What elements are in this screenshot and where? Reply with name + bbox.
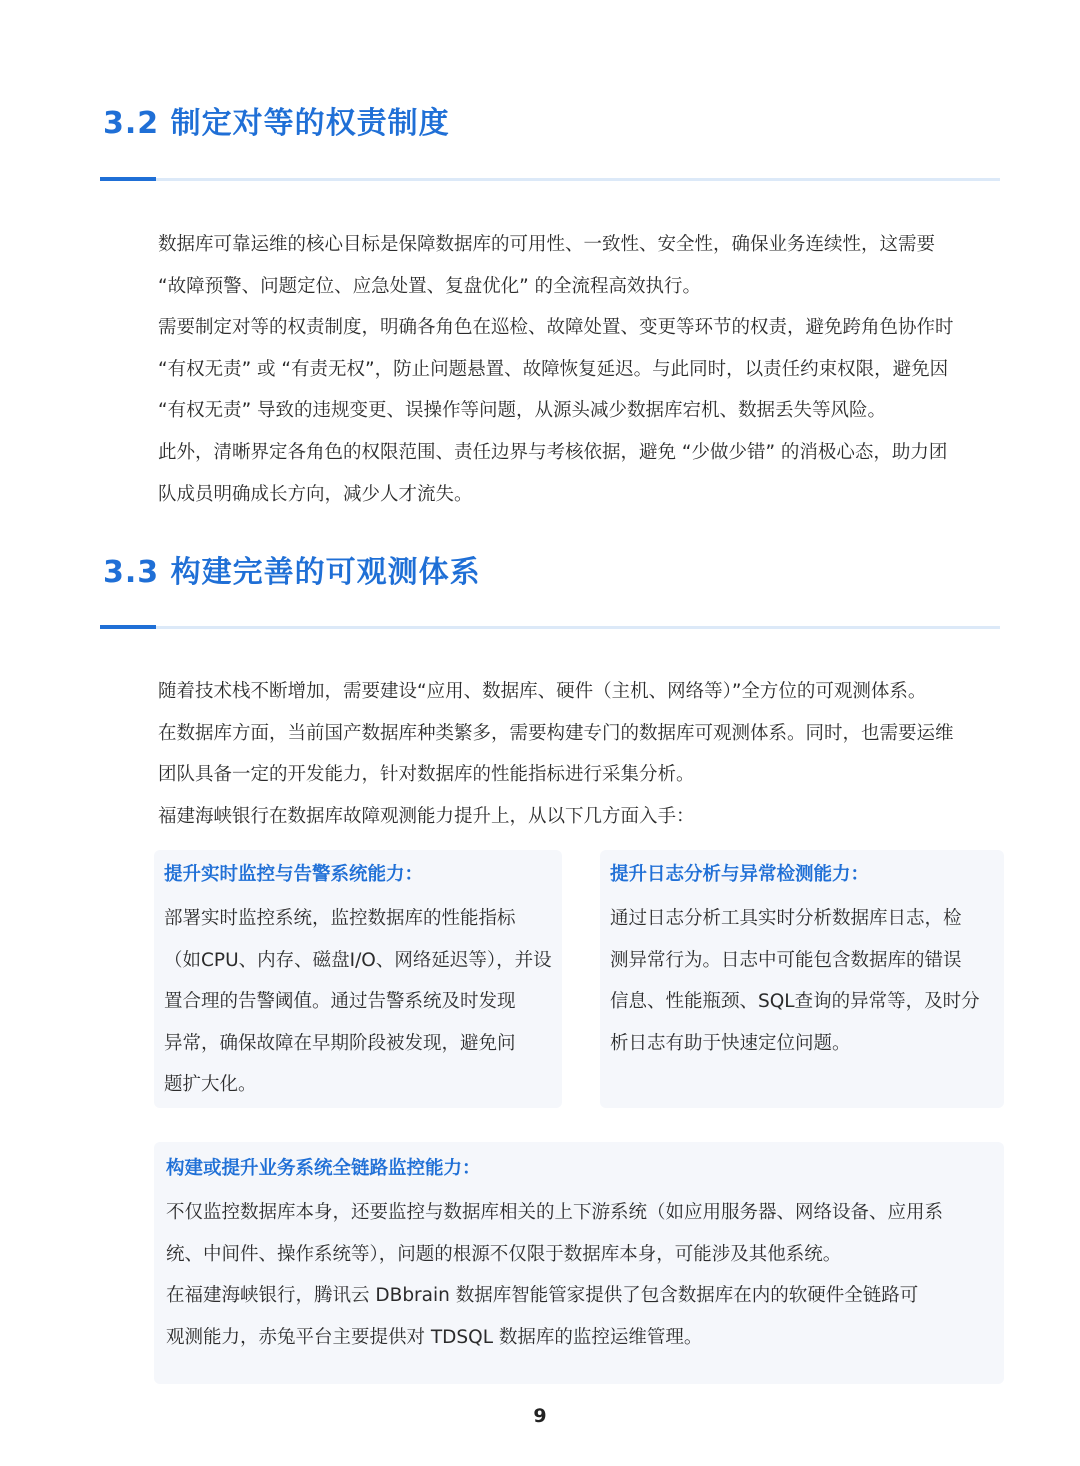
card-line: 统、中间件、操作系统等），问题的根源不仅限于数据库本身，可能涉及其他系统。	[166, 1243, 842, 1265]
card-line: 在福建海峡银行，腾讯云 DBbrain 数据库智能管家提供了包含数据库在内的软硬件全链路可	[166, 1285, 919, 1307]
card-title: 提升日志分析与异常检测能力：	[610, 864, 870, 885]
card-line: 部署实时监控系统，监控数据库的性能指标	[164, 908, 516, 929]
card-line: 观测能力，赤兔平台主要提供对 TDSQL 数据库的监控运维管理。	[166, 1326, 703, 1348]
card-line: 不仅监控数据库本身，还要监控与数据库相关的上下游系统（如应用服务器、网络设备、应用系	[166, 1202, 944, 1223]
paragraph-line: 数据库可靠运维的核心目标是保障数据库的可用性、一致性、安全性，确保业务连续性，这需要	[158, 234, 936, 255]
card-fullchain-monitoring	[154, 1142, 1004, 1384]
divider-accent	[100, 625, 156, 629]
section-3-3-body	[158, 671, 1010, 837]
section-3-2-body	[158, 224, 1010, 515]
paragraph-line: 随着技术栈不断增加，需要建设“应用、数据库、硬件（主机、网络等）”全方位的可观测体系。	[158, 681, 927, 702]
card-title: 提升实时监控与告警系统能力：	[164, 864, 424, 885]
card-line: 信息、性能瓶颈、SQL查询的异常等，及时分	[610, 991, 980, 1013]
paragraph-line: 需要制定对等的权责制度，明确各角色在巡检、故障处置、变更等环节的权责，避免跨角色协作时	[158, 317, 954, 339]
divider-accent	[100, 177, 156, 181]
paragraph-line: “有权无责” 或 “有责无权”，防止问题悬置、故障恢复延迟。与此同时，以责任约束权限，避免因	[158, 358, 949, 380]
paragraph-line: 队成员明确成长方向，减少人才流失。	[158, 483, 473, 505]
paragraph-line: 此外，清晰界定各角色的权限范围、责任边界与考核依据，避免 “少做少错” 的消极心态，助力团	[158, 441, 948, 463]
card-line: 置合理的告警阈值。通过告警系统及时发现	[164, 991, 516, 1013]
card-line: 通过日志分析工具实时分析数据库日志，检	[610, 908, 962, 929]
paragraph-line: “故障预警、问题定位、应急处置、复盘优化” 的全流程高效执行。	[158, 275, 702, 297]
card-title: 构建或提升业务系统全链路监控能力：	[166, 1158, 481, 1179]
card-log-analysis	[600, 850, 1004, 1108]
section-3-2-title: 3.2 制定对等的权责制度	[103, 106, 450, 141]
card-line: 题扩大化。	[164, 1074, 257, 1096]
card-line: 析日志有助于快速定位问题。	[610, 1032, 851, 1054]
section-3-3-title: 3.3 构建完善的可观测体系	[103, 555, 481, 590]
paragraph-line: “有权无责” 导致的违规变更、误操作等问题，从源头减少数据库宕机、数据丢失等风险。	[158, 400, 887, 422]
paragraph-line: 在数据库方面，当前国产数据库种类繁多，需要构建专门的数据库可观测体系。同时，也需要运维	[158, 722, 954, 744]
paragraph-line: 福建海峡银行在数据库故障观测能力提升上，从以下几方面入手：	[158, 805, 695, 827]
card-line: （如CPU、内存、磁盘I/O、网络延迟等），并设	[164, 949, 552, 971]
card-realtime-monitoring	[154, 850, 562, 1108]
paragraph-line: 团队具备一定的开发能力，针对数据库的性能指标进行采集分析。	[158, 764, 695, 786]
section-divider	[100, 626, 1000, 629]
page-number: 9	[533, 1405, 547, 1427]
card-line: 异常，确保故障在早期阶段被发现，避免问	[164, 1032, 516, 1054]
card-line: 测异常行为。日志中可能包含数据库的错误	[610, 949, 962, 971]
section-divider	[100, 178, 1000, 181]
